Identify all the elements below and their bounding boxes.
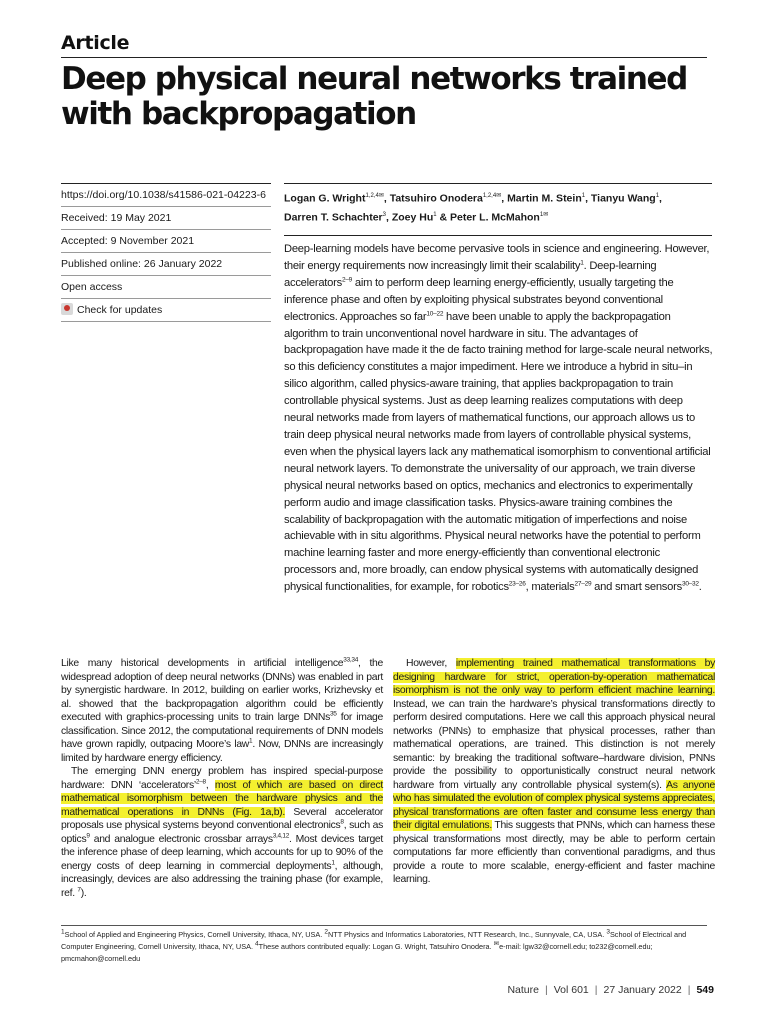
page-number: 549 <box>696 984 714 996</box>
author-name[interactable]: Tatsuhiro Onodera <box>389 192 483 205</box>
header-rule <box>61 57 707 58</box>
highlight: As anyone who has simulated the evolution of complex physical systems appreciates, physical transformations are often faster and consume less energy than their digital emulations. <box>393 779 716 831</box>
check-updates-label: Check for updates <box>77 304 163 316</box>
author-name[interactable]: Logan G. Wright <box>284 192 366 205</box>
author-name[interactable]: Darren T. Schachter <box>284 211 383 223</box>
author-name[interactable]: Zoey Hu <box>391 211 434 223</box>
figure-link[interactable]: Fig. 1a,b <box>235 806 280 818</box>
paper-title: Deep physical neural networks trained with backpropagation <box>61 61 687 132</box>
author-affiliation: 1 <box>581 193 586 199</box>
author-affiliation: 1✉ <box>539 211 549 218</box>
article-type-label: Article <box>61 32 130 54</box>
issue-date: 27 January 2022 <box>603 984 682 996</box>
highlight: implementing trained mathematical transformations by designing hardware for strict, operation-by-operation mathematical isomorphism is not the only way to perform efficient machine learning. <box>393 658 716 696</box>
published-date: Published online: 26 January 2022 <box>61 252 271 275</box>
volume: Vol 601 <box>553 984 589 996</box>
author-affiliation: 1 <box>655 193 660 199</box>
body-column-right: However, implementing trained mathematical transformations by designing hardware for strict, operation-by-operation mathematical isomorphism is not the only way to perform efficient machine learning. Instead, we can train the hardware’s physical transformations directly to perform desired computations. Here we call this approach physical neural networks (PNNs) to emphasize that physical processes, rather than mathematical operations, are trained. This distinction is not merely semantic: by breaking the traditional software–hardware division, PNNs provide the possibility to opportunistically construct neural network hardware from virtually any controllable physical system(s). As anyone who has simulated the evolution of complex physical systems appreciates, physical transformations are often faster and consume less energy than their digital emulations. This suggests that PNNs, which can harness these physical transformations most directly, may be able to perform certain computations far more efficiently than conventional paradigms, and thus provide a route to more scalable, energy-efficient and faster machine learning. <box>393 658 716 885</box>
check-updates-icon <box>61 303 73 315</box>
page-footer: Nature | Vol 601 | 27 January 2022 | 549 <box>507 984 714 996</box>
metadata-panel <box>61 183 271 322</box>
doi-link[interactable]: https://doi.org/10.1038/s41586-021-04223-6 <box>61 183 271 206</box>
highlight: most of which are based on direct mathematical isomorphism between the hardware physics and the mathematical operations in DNNs (Fig. 1a,b). <box>61 779 383 818</box>
author-name[interactable]: Martin M. Stein <box>507 192 582 205</box>
author-list: Logan G. Wright$^{1,2,4✉}$, Tatsuhiro Onodera$^{1,2,4✉}$, Martin M. Stein$^1$, Tianyu Wang$^1$, Darren T. Schachter$^3$, Zoey Hu$^1$ & Peter L. McMahon$^{1✉}$ <box>284 183 712 236</box>
check-updates-link[interactable] <box>61 298 271 322</box>
author-name[interactable]: Tianyu Wang <box>590 192 656 205</box>
body-column-left: Like many historical developments in artificial intelligence$^{33,34}$, the widespread adoption of deep neural networks (DNNs) was enabled in part by synergistic hardware. In 2012, building on earlier works, Krizhevsky et al. showed that the backpropagation algorithm could be efficiently executed with graphics-processing units to train large DNNs$^{35}$ for image classification. Since 2012, the computational requirements of DNN models have grown rapidly, outpacing Moore’s law$^1$. Now, DNNs are increasingly limited by hardware energy efficiency. The emerging DNN energy problem has inspired special-purpose hardware: DNN ‘accelerators’$^{2-8}$, most of which are based on direct mathematical isomorphism between the hardware physics and the mathematical operations in DNNs (Fig. 1a,b). Several accelerator proposals use physical systems beyond conventional electronics$^8$, such as optics$^9$ and analogue electronic crossbar arrays$^{3,4,12}$. Most devices target the inference phase of deep learning, which accounts for up to 90% of the energy costs of deep learning in commercial deployments$^1$, although, increasingly, devices are also addressing the training phase (for example, ref. $^7$). <box>61 656 384 899</box>
abstract: Deep-learning models have become pervasive tools in science and engineering. However, their energy requirements now increasingly limit their scalability$^1$. Deep-learning accelerators$^{2-9}$ aim to perform deep learning energy-efficiently, usually targeting the inference phase and often by exploiting physical substrates beyond conventional electronics. Approaches so far$^{10-22}$ have been unable to apply the backpropagation algorithm to train unconventional novel hardware in situ. The advantages of backpropagation have made it the de facto training method for large-scale neural networks, so this deficiency constitutes a major impediment. Here we introduce a hybrid in situ–in silico algorithm, called physics-aware training, that applies backpropagation to train controllable physical systems. Just as deep learning realizes computations with deep neural networks made from layers of mathematical functions, our approach allows us to train deep physical neural networks made from layers of controllable physical systems, even when the physical layers lack any mathematical isomorphism to conventional artificial neural network layers. To demonstrate the universality of our approach, we train diverse physical neural networks based on optics, mechanics and electronics to experimentally perform audio and image classification tasks. Physics-aware training combines the scalability of backpropagation with the automatic mitigation of imperfections and noise achievable with in situ algorithms. Physical neural networks have the potential to perform machine learning faster and more energy-efficiently than conventional electronic processors and, more broadly, can endow physical systems with automatically designed physical functionalities, for example, for robotics$^{23-26}$, materials$^{27-29}$ and smart sensors$^{30-32}$. <box>284 243 713 594</box>
received-date: Received: 19 May 2021 <box>61 206 271 229</box>
journal-name: Nature <box>507 984 539 996</box>
accepted-date: Accepted: 9 November 2021 <box>61 229 271 252</box>
footnote-rule <box>61 925 707 926</box>
author-name[interactable]: Peter L. McMahon <box>450 211 540 223</box>
author-affiliation: 1 <box>433 211 437 218</box>
author-affiliation: 1,2,4✉ <box>365 193 384 199</box>
author-affiliation: 3 <box>382 211 386 218</box>
affiliations-footnote: $^1$School of Applied and Engineering Physics, Cornell University, Ithaca, NY, USA. $^2$NTT Physics and Informatics Laboratories, NTT Research, Inc., Sunnyvale, CA, USA. $^3$School of Electrical and Computer Engineering, Cornell University, Ithaca, NY, USA. $^4$These authors contributed equally: Logan G. Wright, Tatsuhiro Onodera. ✉e-mail: lgw32@cornell.edu; to232@cornell.edu; pmcmahon@cornell.edu <box>61 928 687 963</box>
open-access-label: Open access <box>61 275 271 298</box>
author-affiliation: 1,2,4✉ <box>482 193 502 199</box>
